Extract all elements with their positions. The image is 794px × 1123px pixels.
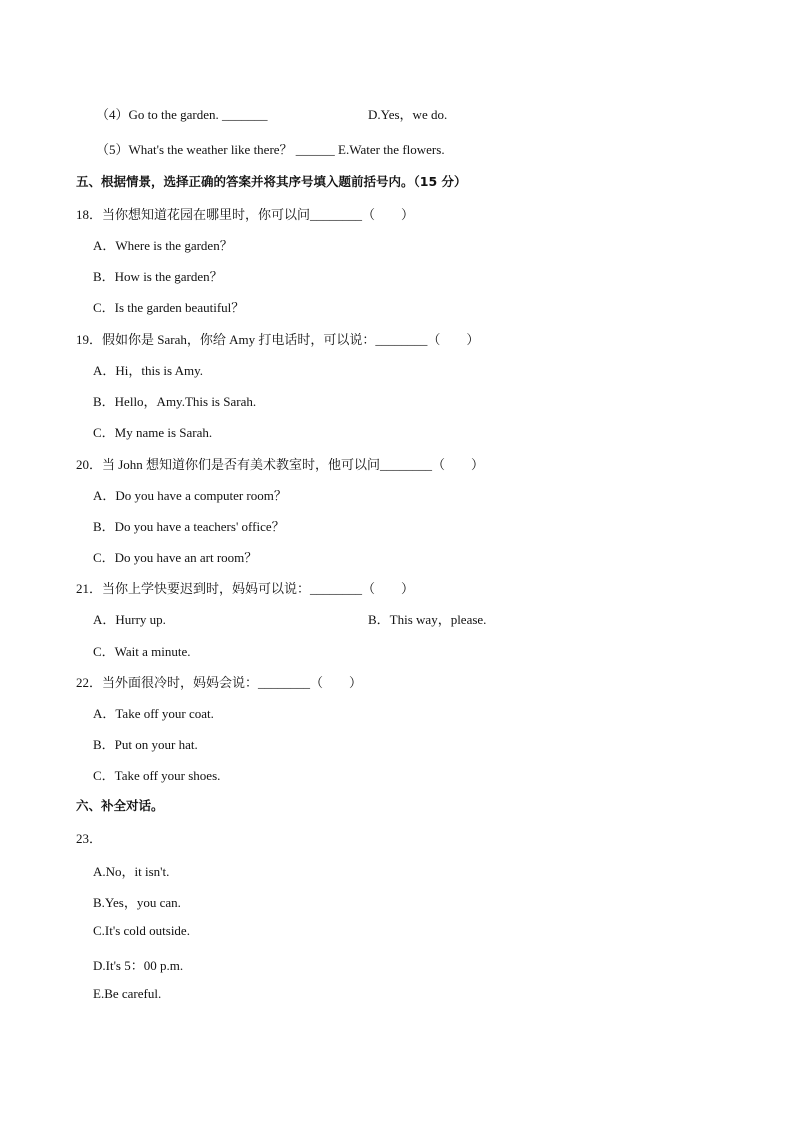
question-19: 19．假如你是 Sarah，你给 Amy 打电话时，可以说：________（ ） [76, 332, 480, 347]
q21-option-c: C．Wait a minute. [93, 644, 191, 659]
q19-option-a: A．Hi，this is Amy. [93, 363, 204, 378]
section-6-heading: 六、补全对话。 [76, 798, 164, 813]
q21-option-b: B．This way，please. [368, 612, 487, 627]
q18-option-c: C．Is the garden beautiful？ [93, 300, 245, 315]
q20-option-c: C．Do you have an art room？ [93, 550, 258, 565]
question-23: 23． [76, 831, 103, 846]
question-22: 22．当外面很冷时，妈妈会说：________（ ） [76, 675, 363, 690]
q20-option-a: A．Do you have a computer room？ [93, 488, 287, 503]
q21-option-a: A．Hurry up. [93, 612, 166, 627]
q23-option-b: B.Yes，you can. [93, 895, 181, 910]
q22-option-a: A．Take off your coat. [93, 706, 214, 721]
q22-option-b: B．Put on your hat. [93, 737, 198, 752]
q23-option-a: A.No，it isn't. [93, 864, 170, 879]
q18-option-b: B．How is the garden？ [93, 269, 223, 284]
q23-option-d: D.It's 5：00 p.m. [93, 958, 184, 973]
question-18: 18．当你想知道花园在哪里时，你可以问________（ ） [76, 207, 415, 222]
matching-item-4: （4）Go to the garden. _______ [96, 107, 268, 122]
q19-option-c: C．My name is Sarah. [93, 425, 213, 440]
q23-option-c: C.It's cold outside. [93, 923, 190, 938]
q23-option-e: E.Be careful. [93, 986, 162, 1001]
section-5-heading: 五、根据情景，选择正确的答案并将其序号填入题前括号内。（15 分） [76, 174, 467, 189]
q20-option-b: B．Do you have a teachers' office？ [93, 519, 285, 534]
question-21: 21．当你上学快要迟到时，妈妈可以说：________（ ） [76, 581, 415, 596]
q19-option-b: B．Hello，Amy.This is Sarah. [93, 394, 257, 409]
matching-option-d: D.Yes，we do. [368, 107, 448, 122]
question-20: 20．当 John 想知道你们是否有美术教室时，他可以问________（ ） [76, 457, 485, 472]
q22-option-c: C．Take off your shoes. [93, 768, 221, 783]
q18-option-a: A．Where is the garden？ [93, 238, 233, 253]
matching-item-5: （5）What's the weather like there？ ______ E.Water the flowers. [96, 142, 445, 157]
